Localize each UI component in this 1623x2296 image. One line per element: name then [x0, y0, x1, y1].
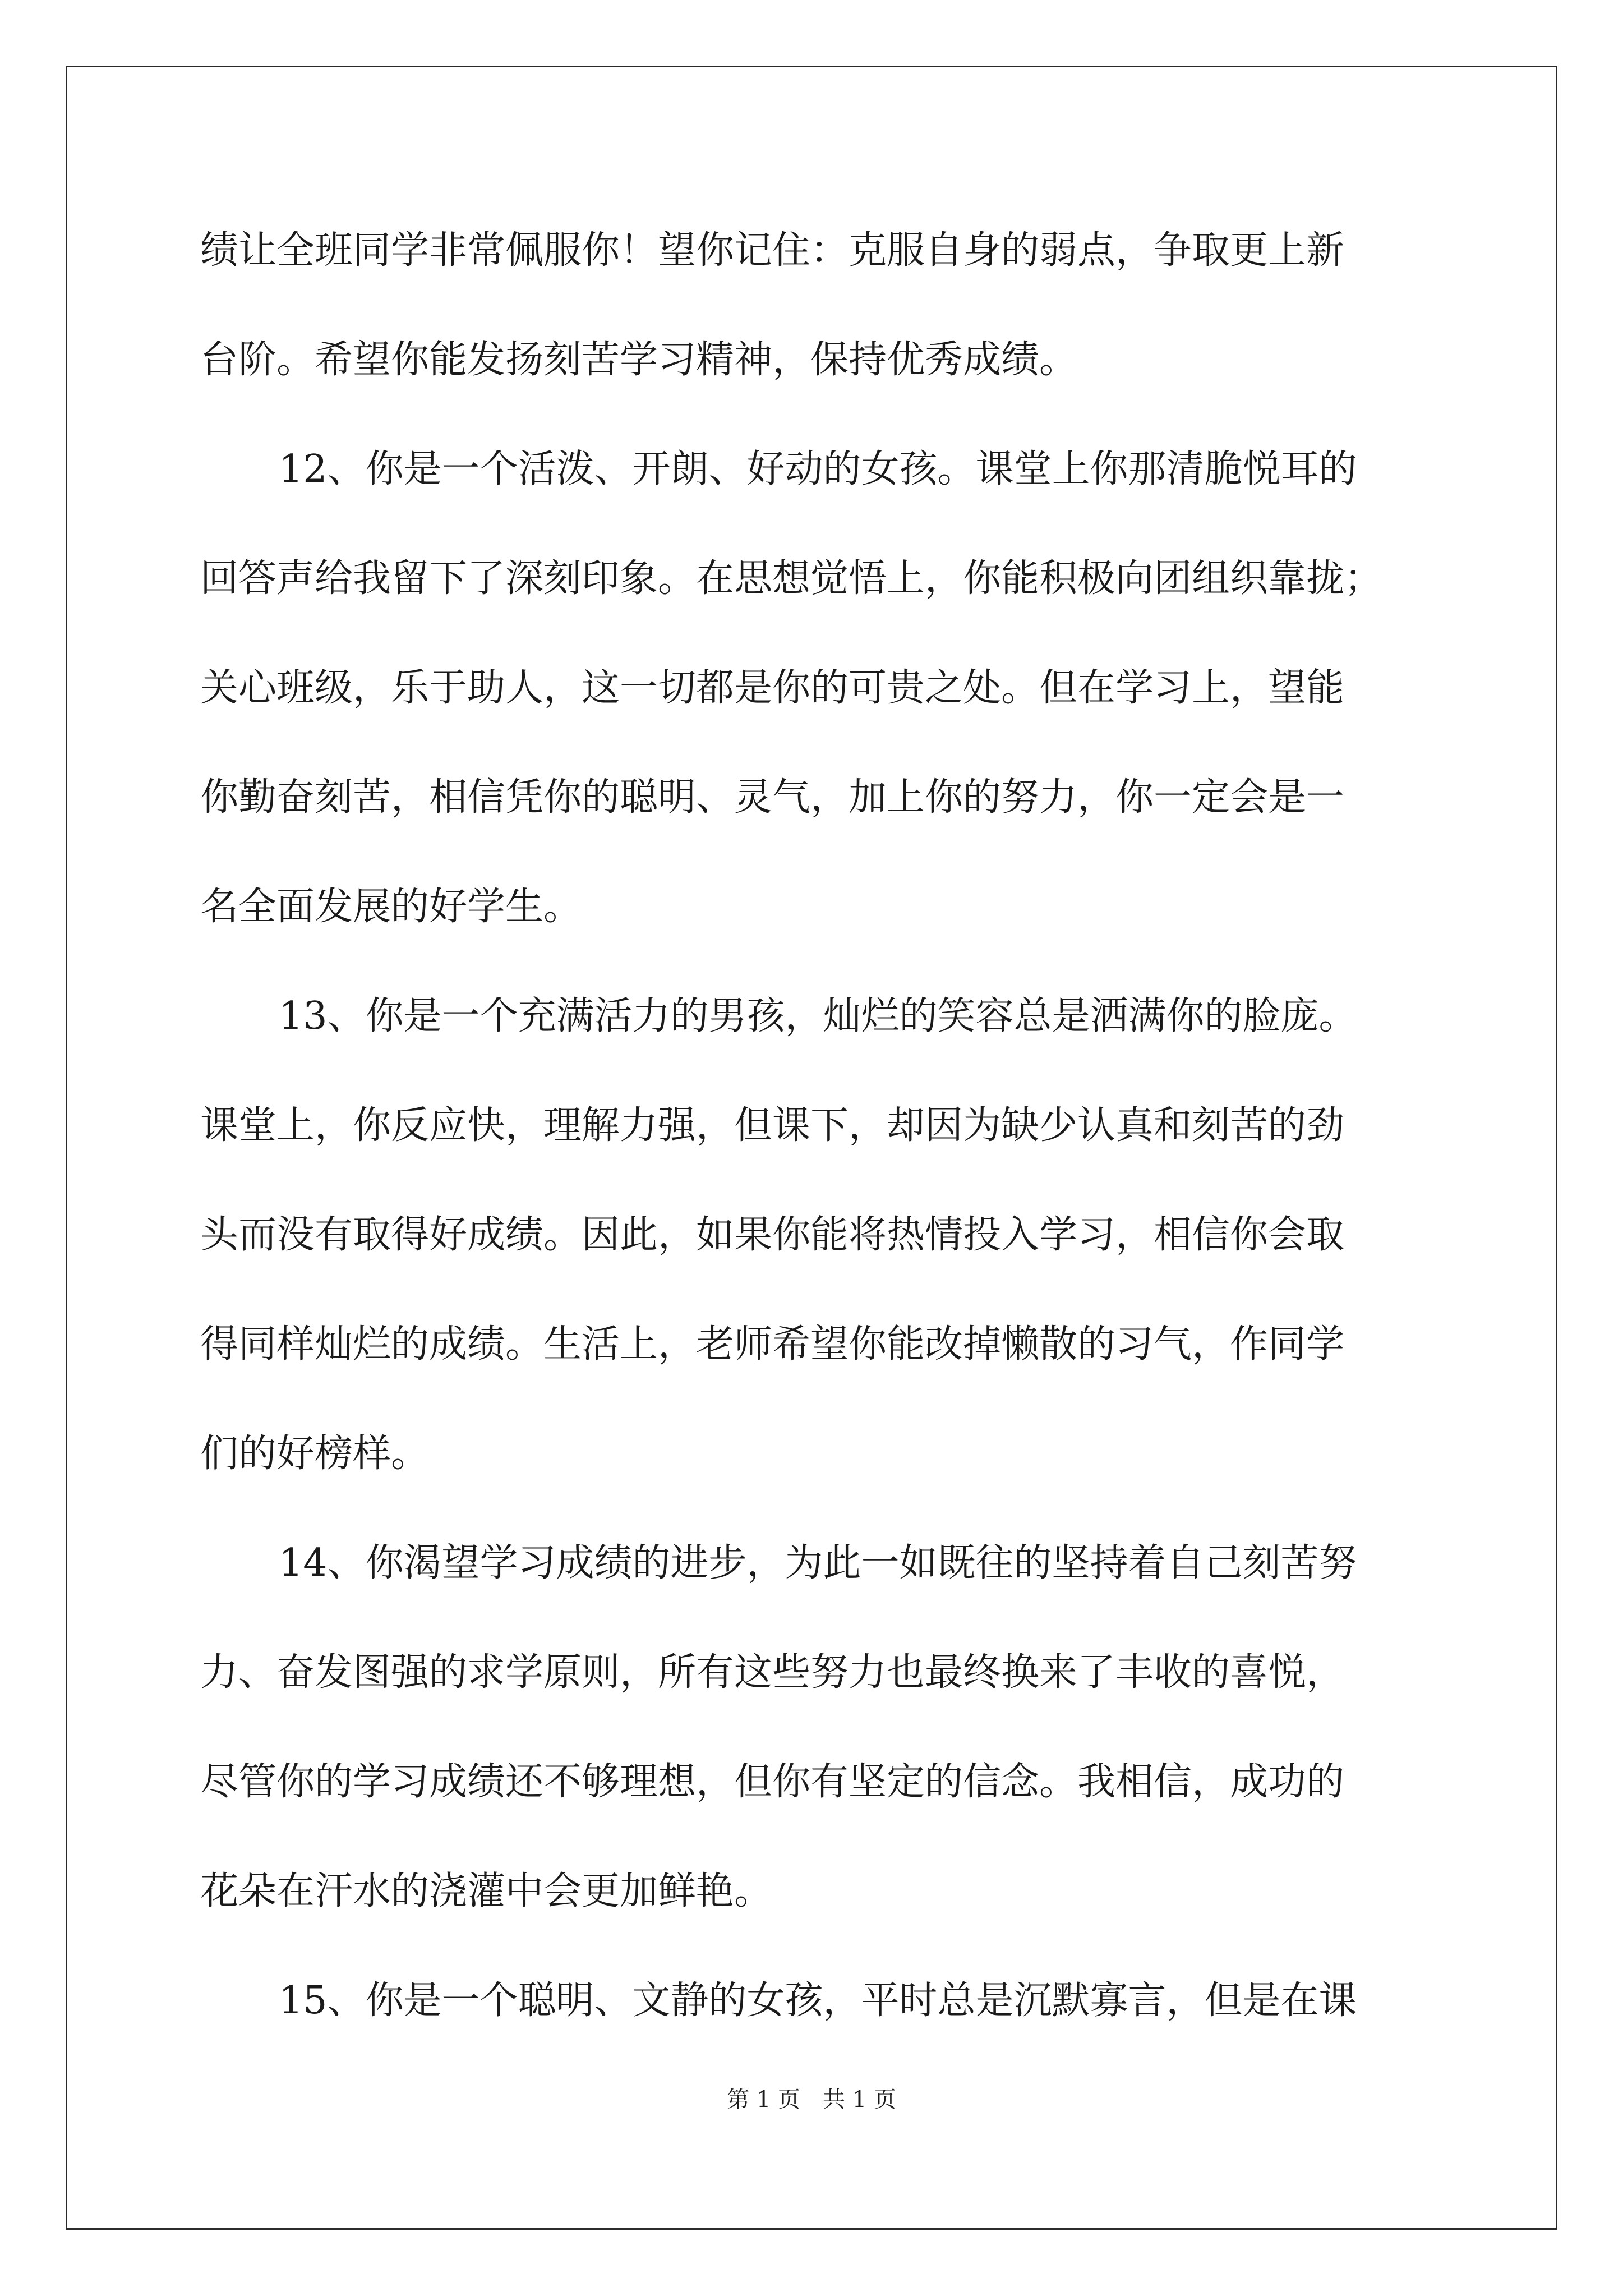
text-line: 力、奋发图强的求学原则，所有这些努力也最终换来了丰收的喜悦，: [200, 1650, 1345, 1695]
text-line: 绩让全班同学非常佩服你！望你记住：克服自身的弱点，争取更上新: [200, 228, 1345, 273]
text-line: 回答声给我留下了深刻印象。在思想觉悟上，你能积极向团组织靠拢；: [200, 556, 1383, 601]
text-line: 尽管你的学习成绩还不够理想，但你有坚定的信念。我相信，成功的: [200, 1760, 1345, 1804]
text-line: 得同样灿烂的成绩。生活上，老师希望你能改掉懒散的习气，作同学: [200, 1322, 1345, 1366]
text-line: 课堂上，你反应快，理解力强，但课下，却因为缺少认真和刻苦的劲: [200, 1103, 1345, 1148]
paragraph-start-13: 13、你是一个充满活力的男孩，灿烂的笑容总是洒满你的脸庞。: [279, 994, 1357, 1038]
text-line: 头而没有取得好成绩。因此，如果你能将热情投入学习，相信你会取: [200, 1213, 1345, 1257]
paragraph-start-15: 15、你是一个聪明、文静的女孩，平时总是沉默寡言，但是在课: [279, 1978, 1357, 2023]
page-number-footer: 第 1 页 共 1 页: [727, 2087, 896, 2113]
text-line: 花朵在汗水的浇灌中会更加鲜艳。: [200, 1869, 773, 1913]
text-line: 关心班级，乐于助人，这一切都是你的可贵之处。但在学习上，望能: [200, 666, 1345, 710]
text-line: 名全面发展的好学生。: [200, 885, 582, 929]
text-line: 你勤奋刻苦，相信凭你的聪明、灵气，加上你的努力，你一定会是一: [200, 775, 1345, 820]
text-line: 们的好榜样。: [200, 1432, 430, 1476]
paragraph-start-12: 12、你是一个活泼、开朗、好动的女孩。课堂上你那清脆悦耳的: [279, 447, 1357, 491]
paragraph-start-14: 14、你渴望学习成绩的进步，为此一如既往的坚持着自己刻苦努: [279, 1541, 1357, 1585]
text-line: 台阶。希望你能发扬刻苦学习精神，保持优秀成绩。: [200, 338, 1078, 382]
